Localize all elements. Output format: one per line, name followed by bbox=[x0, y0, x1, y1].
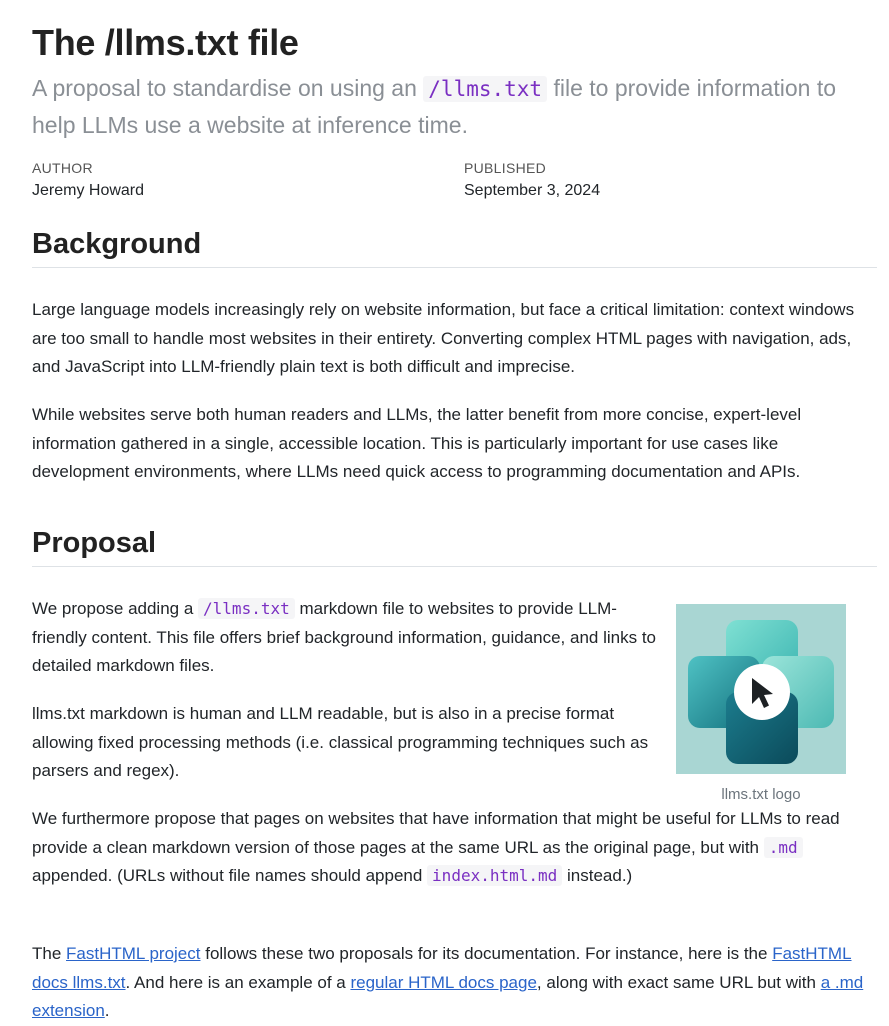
md-code: .md bbox=[764, 837, 803, 858]
proposal-text: markdown file to websites to provide LLM-friendly content. This file offers brief background information, guidance, and links to detailed markdown files. bbox=[32, 599, 657, 675]
subtitle-text-end: file to provide information to help LLMs use a website at inference time. bbox=[32, 75, 837, 138]
proposal-text: We furthermore propose that pages on websites that have information that might be useful for LLMs to read provide a clean markdown version of those pages at the same URL as the original page, but with bbox=[32, 809, 840, 857]
fasthtml-project-link[interactable]: FastHTML project bbox=[66, 944, 201, 963]
subtitle-text: A proposal to standardise on using an bbox=[32, 75, 424, 101]
logo-caption: llms.txt logo bbox=[721, 786, 801, 803]
author-label: AUTHOR bbox=[32, 160, 93, 176]
proposal-text: follows these two proposals for its documentation. For instance, here is the bbox=[200, 944, 773, 963]
author-value: Jeremy Howard bbox=[32, 182, 145, 199]
proposal-paragraph-2: llms.txt markdown is human and LLM readable, but is also in a precise format allowing fixed processing methods (i.e. classical programming techniques such as parsers and regex). bbox=[32, 704, 649, 780]
llms-txt-code: /llms.txt bbox=[198, 598, 295, 619]
page-title: The /llms.txt file bbox=[32, 22, 299, 63]
author-block bbox=[32, 160, 144, 200]
index-md-code: index.html.md bbox=[427, 865, 562, 886]
regular-docs-page-link[interactable]: regular HTML docs page bbox=[350, 972, 537, 992]
background-paragraph-1: Large language models increasingly rely on website information, but face a critical limitation: context windows are too small to handle most websites in their entirety. Converting complex HTML pages with navigation, ads, and JavaScript into LLM-friendly plain text is both difficult and imprecise. bbox=[32, 300, 855, 376]
proposal-text: The bbox=[32, 944, 67, 963]
proposal-text: , along with exact same URL but with bbox=[536, 972, 821, 992]
proposal-text: . bbox=[104, 1001, 110, 1020]
llms-txt-logo-icon bbox=[676, 604, 846, 774]
proposal-paragraph-4 bbox=[32, 940, 877, 1026]
proposal-text: appended. (URLs without file names should append bbox=[32, 866, 428, 885]
published-block bbox=[464, 160, 600, 200]
published-label: PUBLISHED bbox=[464, 160, 547, 176]
proposal-text: . And here is an example of a bbox=[125, 972, 351, 992]
proposal-heading: Proposal bbox=[32, 527, 877, 567]
proposal-text: instead.) bbox=[562, 866, 633, 885]
subtitle-code: /llms.txt bbox=[423, 76, 547, 102]
published-value: September 3, 2024 bbox=[464, 182, 601, 199]
page-subtitle bbox=[32, 70, 852, 143]
proposal-paragraph-1 bbox=[32, 595, 660, 681]
proposal-paragraph-3 bbox=[32, 805, 877, 891]
background-heading: Background bbox=[32, 228, 877, 268]
fasthtml-llms-txt-link[interactable]: FastHTML docs llms.txt bbox=[32, 944, 852, 992]
logo-figure bbox=[676, 604, 846, 803]
md-extension-link[interactable]: a .md extension bbox=[32, 972, 864, 1020]
background-paragraph-2: While websites serve both human readers and LLMs, the latter benefit from more concise, expert-level information gathered in a single, accessible location. This is particularly important for use cases like development environments, where LLMs need quick access to programming documentation and APIs. bbox=[32, 405, 802, 481]
logo-graphic bbox=[676, 604, 846, 774]
proposal-text: We propose adding a bbox=[32, 599, 199, 618]
